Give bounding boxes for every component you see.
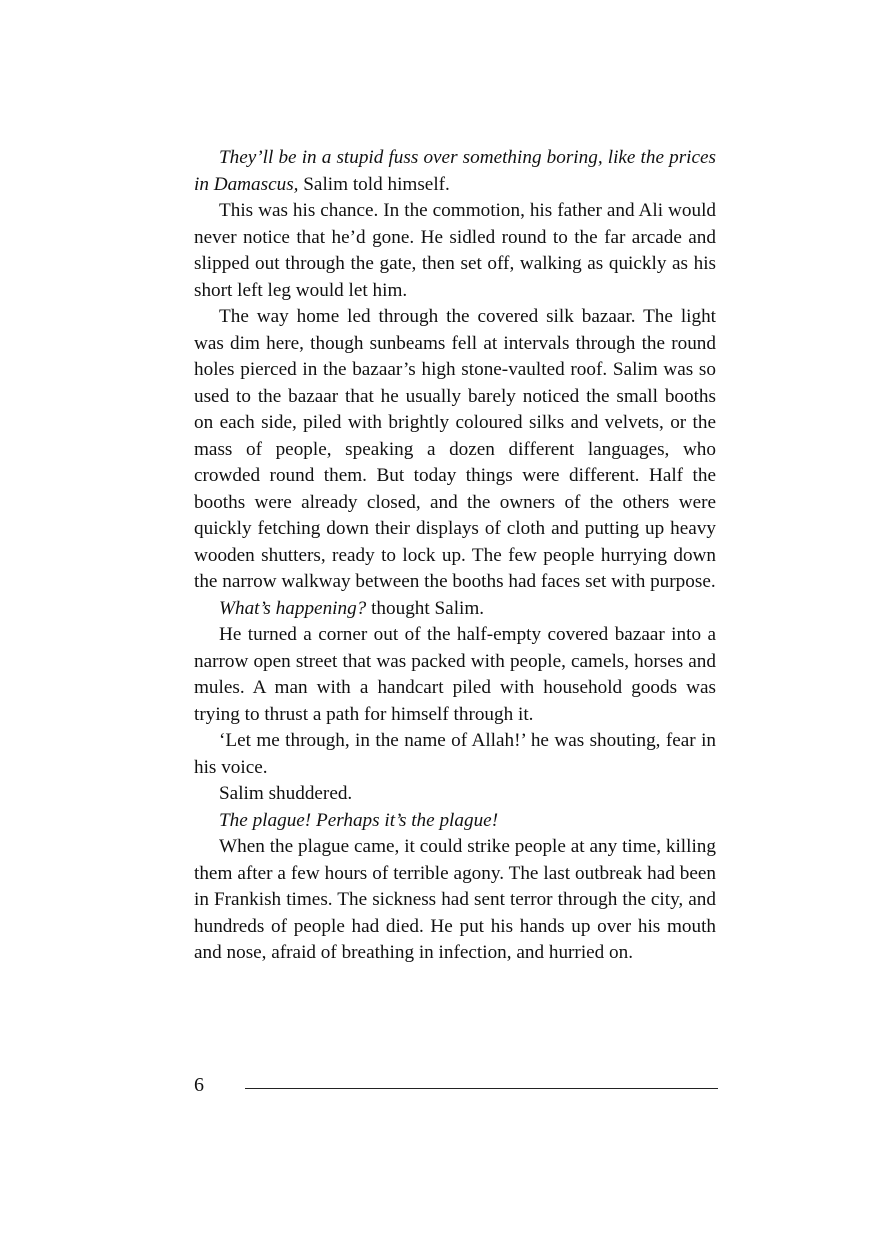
paragraph-9: [194, 834, 716, 967]
paragraph-7: [194, 781, 716, 808]
footer-rule: [245, 1088, 718, 1089]
paragraph-3: [194, 304, 716, 596]
paragraph-8: [194, 808, 716, 835]
paragraph-4: [194, 596, 716, 623]
paragraph-text: This was his chance. In the commotion, his father and Ali would never notice that he’d gone. He sidled round to the far arcade and slipped out through the gate, then set off, walking as quickly as his short left leg would let him.: [194, 200, 716, 301]
paragraph-text: The way home led through the covered silk bazaar. The light was dim here, though sunbeams fell at intervals through the round holes pierced in the bazaar’s high stone-vaulted roof. Salim was so used to the bazaar that he usually barely noticed the small booths on each side, piled with brightly coloured silks and velvets, or the mass of people, speaking a dozen different languages, who crowded round them. But today things were different. Half the booths were already closed, and the owners of the others were quickly fetching down their displays of cloth and putting up heavy wooden shutters, ready to lock up. The few people hurrying down the narrow walkway between the booths had faces set with purpose.: [194, 306, 716, 592]
paragraph-5: [194, 622, 716, 728]
page-number: 6: [194, 1074, 204, 1096]
paragraph-text: ‘Let me through, in the name of Allah!’ he was shouting, fear in his voice.: [194, 730, 716, 778]
paragraph-2: [194, 198, 716, 304]
paragraph-text: Salim shuddered.: [219, 783, 353, 804]
page-footer: [194, 1072, 718, 1102]
paragraph-text: When the plague came, it could strike people at any time, killing them after a few hours of terrible agony. The last outbreak had been in Frankish times. The sickness had sent terror through the city, and hundreds of people had died. He put his hands up over his mouth and nose, afraid of breathing in infection, and hurried on.: [194, 836, 716, 963]
italic-thought: They’ll be in a stupid fuss over something boring, like the prices in Damascus,: [194, 147, 716, 195]
paragraph-text: Salim told himself.: [298, 173, 450, 195]
paragraph-1: [194, 145, 716, 198]
paragraph-6: [194, 728, 716, 781]
italic-thought: The plague! Perhaps it’s the plague!: [219, 809, 499, 831]
italic-thought: What’s happening?: [219, 597, 367, 619]
paragraph-text: thought Salim.: [366, 597, 485, 619]
body-text: [194, 145, 716, 967]
paragraph-text: He turned a corner out of the half-empty covered bazaar into a narrow open street that was packed with people, camels, horses and mules. A man with a handcart piled with household goods was trying to thrust a path for himself through it.: [194, 624, 716, 725]
